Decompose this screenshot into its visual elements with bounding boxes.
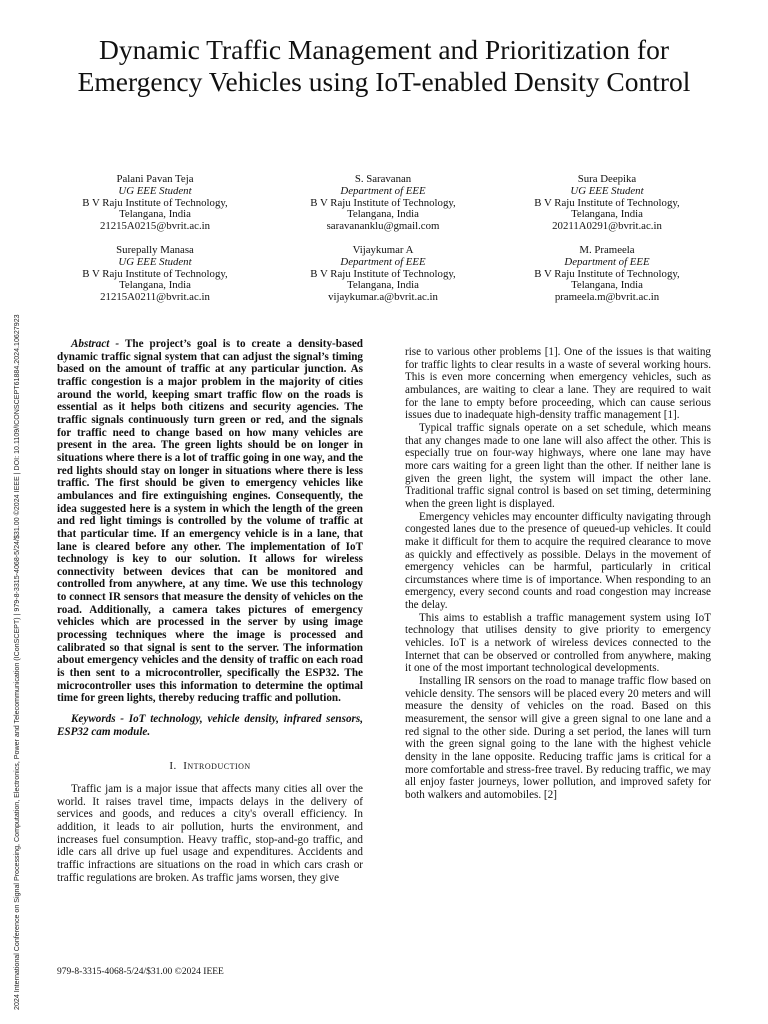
author-4 (40, 245, 270, 304)
paper-title: Dynamic Traffic Management and Prioritization for Emergency Vehicles using IoT-enabled Density Control (77, 34, 691, 97)
section-title: Introduction (183, 760, 251, 773)
body-paragraph: Installing IR sensors on the road to manage traffic flow based on vehicle density. The sensors will be placed every 20 meters and will measure the density of vehicles on the road. Based on this measurement, the sensor will give a green signal to one lane and a red signal to the other side. During a set period, the lanes will turn with the green signal going to the lane with the highest vehicle density in the lane opposite. Reducing traffic jams is critical for a more comfortable and stress-free travel. By reducing traffic, we may all enjoy faster journeys, lower pollution, and improved safety for both walkers and automobiles. [2] (405, 675, 711, 801)
author-affiliation: B V Raju Institute of Technology, (82, 267, 228, 280)
author-2 (268, 174, 498, 233)
author-affiliation: B V Raju Institute of Technology, (82, 196, 228, 209)
author-name: Sura Deepika (577, 173, 637, 185)
author-role: UG EEE Student (118, 184, 192, 197)
abstract-label: Abstract - (71, 338, 120, 350)
author-email[interactable]: prameela.m@bvrit.ac.in (554, 291, 660, 304)
author-3 (492, 174, 722, 233)
section-number: I. (169, 760, 177, 773)
author-location: Telangana, India (347, 208, 419, 221)
body-paragraph: Emergency vehicles may encounter difficulty navigating through congested lanes due to the presence of queued-up vehicles. It could make it difficult for them to acquire the required clearance to move as quickly and effectively as possible. Delays in the movement of emergency vehicles can be harmful, particularly in critical circumstances where time is of importance. When responding to an emergency, every second counts and road congestion may increase the delay. (405, 510, 711, 612)
author-role: Department of EEE (340, 255, 426, 268)
author-5 (268, 245, 498, 304)
author-affiliation: B V Raju Institute of Technology, (534, 196, 680, 209)
author-name: Vijaykumar A (352, 244, 414, 256)
author-location: Telangana, India (119, 279, 191, 292)
author-affiliation: B V Raju Institute of Technology, (534, 267, 680, 280)
author-email[interactable]: vijaykumar.a@bvrit.ac.in (328, 291, 438, 304)
author-location: Telangana, India (119, 208, 191, 221)
author-name: M. Prameela (579, 244, 635, 256)
author-role: Department of EEE (564, 255, 650, 268)
author-location: Telangana, India (571, 279, 643, 292)
body-paragraph: rise to various other problems [1]. One of the issues is that waiting for traffic lights to clear results in a waste of several working hours. This is even more concerning when emergency vehicles, such as ambulances, are waiting to clear a lane. They are required to wait for the lane to empty before proceeding, which can cause serious issues due to inadequate high-density traffic management [1]. (405, 346, 711, 422)
author-name: Surepally Manasa (116, 244, 194, 256)
body-paragraph: Typical traffic signals operate on a set schedule, which means that any changes made to one lane will also affect the other. This is especially true on four-way highways, where one lane may have more cars waiting for a green light than the other. If neither lane is given the green light, the system will impact the other lane. Traditional traffic signal control is based on set timing, determining when the green light is displayed. (405, 421, 711, 510)
author-location: Telangana, India (571, 208, 643, 221)
section-heading (57, 760, 363, 773)
keywords: Keywords - IoT technology, vehicle density, infrared sensors, ESP32 cam module. (57, 713, 363, 738)
author-6 (492, 245, 722, 304)
abstract (57, 338, 363, 705)
author-role: UG EEE Student (570, 184, 644, 197)
body-paragraph: This aims to establish a traffic management system using IoT technology that utilises density to give priority to emergency vehicles. IoT is a network of wireless devices connected to the Internet that can be observed or controlled from anywhere, making it one of the most important technological developments. (405, 611, 711, 675)
author-affiliation: B V Raju Institute of Technology, (310, 196, 456, 209)
author-role: UG EEE Student (118, 255, 192, 268)
author-location: Telangana, India (347, 279, 419, 292)
right-column (405, 346, 711, 802)
author-email[interactable]: saravananklu@gmail.com (326, 220, 440, 233)
author-email[interactable]: 21215A0211@bvrit.ac.in (100, 291, 210, 304)
copyright-footer: 979-8-3315-4068-5/24/$31.00 ©2024 IEEE (57, 967, 224, 977)
author-affiliation: B V Raju Institute of Technology, (310, 267, 456, 280)
author-name: S. Saravanan (354, 173, 412, 185)
author-1 (40, 174, 270, 233)
author-name: Palani Pavan Teja (116, 173, 194, 185)
intro-paragraph: Traffic jam is a major issue that affects many cities all over the world. It raises travel time, impacts delays in the delivery of services and goods, and reduces a city's overall efficiency. In addition, it leads to air pollution, hurts the environment, and increases fuel consumption. Heavy traffic, stop-and-go traffic, and idle cars all drive up fuel usage and expenditures. Accidents and traffic infractions are situations on the road in which cars crash or traffic regulations are broken. As traffic jams worsen, they give (57, 783, 363, 884)
left-column (57, 338, 363, 884)
conference-banner: 2024 International Conference on Signal Processing, Computation, Electronics, Power and Telecommunication (IConSCEPT) | 979-8-3315-4068-5/24/$31.00 ©2024 IEEE | DOI: 10.1109/ICONSCEPT61884.2024.10627923 (13, 314, 21, 1010)
author-role: Department of EEE (340, 184, 426, 197)
author-email[interactable]: 20211A0291@bvrit.ac.in (552, 220, 662, 233)
abstract-text: The project’s goal is to create a density-based dynamic traffic signal system that can adjust the signal’s timing based on the amount of traffic at any particular junction. As traffic congestion is a major problem in the majority of cities around the world, keeping smart traffic flow on the roads is essential as it helps both citizens and security agencies. The traffic signals continuously turn green or red, and the signals for traffic need to change based on how many vehicles are present in the area. The green lights should be on longer in situations where there is a lot of traffic going in one way, and the red lights should stay on longer in situations where there is less traffic. The first should be given to emergency vehicles like ambulances and fire extinguishing engines. Consequently, the idea suggested here is a system in which the length of the green and red light timings is controlled by the volume of traffic at that particular time. If an emergency vehicle is in a lane, that lane is cleared before any other. The implementation of IoT technology is key to our solution. It allows for wireless connectivity between devices that can be monitored and controlled from anywhere, at any time. We use this technology to connect IR sensors that measure the density of vehicles on the road. Additionally, a camera takes pictures of emergency vehicles which are processed in the server by using image processing techniques where the image is processed and calibrated so that signal is sent to the server. The information about emergency vehicles and the density of traffic on each road is then sent to a microcontroller, specifically the ESP32. The microcontroller uses this information to determine the optimal time for green lights, thereby reducing traffic and pollution. (57, 338, 364, 705)
author-email[interactable]: 21215A0215@bvrit.ac.in (99, 220, 211, 233)
